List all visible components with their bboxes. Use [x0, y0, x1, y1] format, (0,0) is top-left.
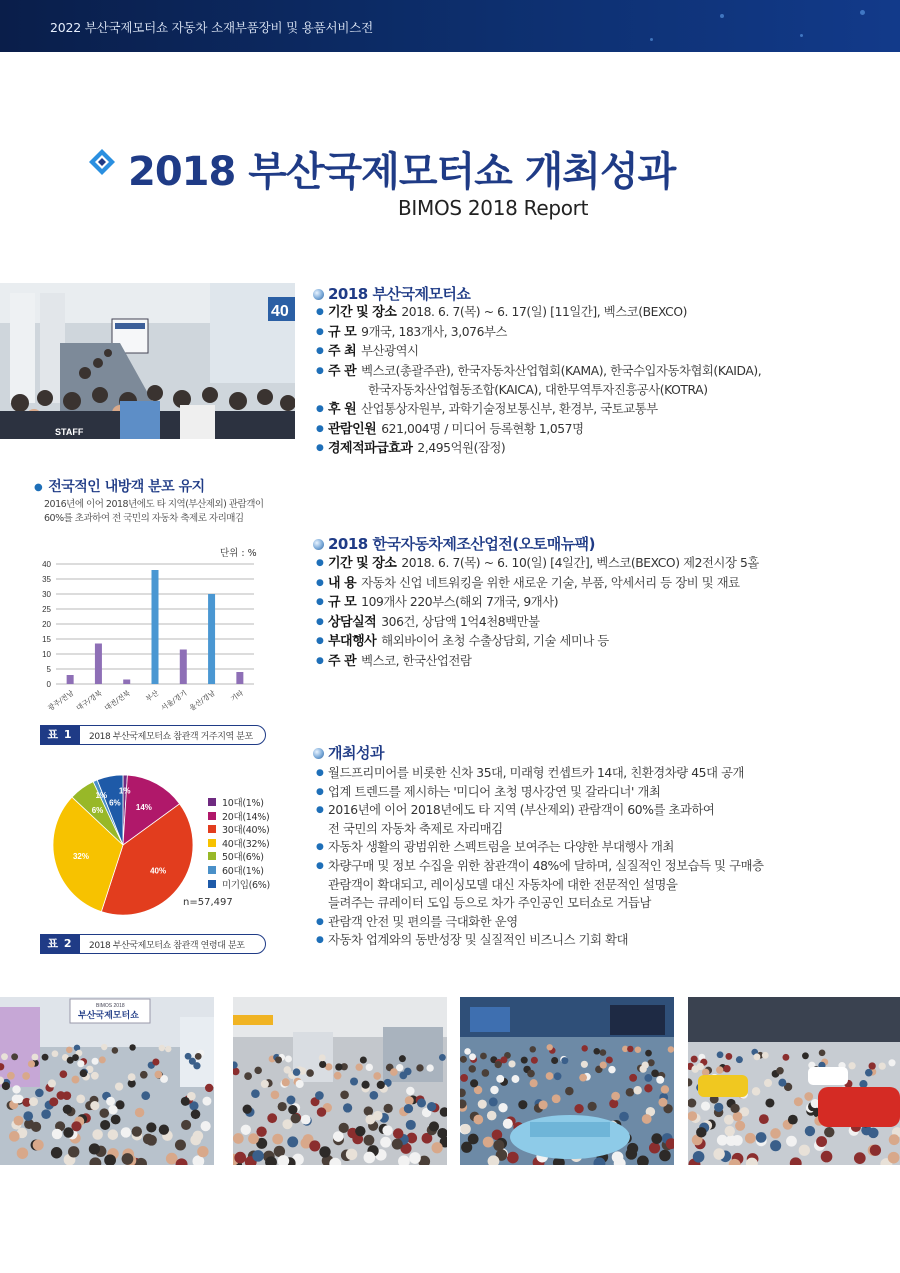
- table-caption-1: [40, 725, 266, 745]
- x-tick-label: 서울/경기: [159, 689, 189, 713]
- region-bar-chart: [30, 556, 260, 726]
- caption-label: 표 2: [40, 934, 80, 954]
- caption-text: 2018 부산국제모터쇼 참관객 거주지역 분포: [89, 732, 253, 742]
- booth-crowd-photo: [233, 997, 447, 1165]
- legend-swatch: [208, 798, 216, 806]
- section-bullet-icon: [313, 748, 324, 759]
- bar: [152, 570, 159, 684]
- pie-slice-label: 6%: [109, 798, 121, 808]
- section1-heading: 2018 부산국제모터쇼: [313, 283, 470, 304]
- bar: [236, 672, 243, 684]
- x-tick-label: 대구/경북: [74, 689, 104, 713]
- list-item: ● 2016년에 이어 2018년에도 타 지역 (부산제외) 관람객이 60%를 초과하여: [316, 801, 764, 820]
- legend-swatch: [208, 825, 216, 833]
- section2-list: [316, 554, 759, 672]
- x-tick-label: 광주/전남: [46, 689, 76, 713]
- legend-item: [208, 824, 270, 838]
- y-tick-label: 10: [42, 650, 51, 659]
- list-item: ● 내 용 자동차 신업 네트워킹을 위한 새로운 기술, 부품, 악세서리 등 장비 및 재료: [316, 574, 759, 594]
- legend-label: 20대(14%): [222, 811, 270, 823]
- section-bullet-icon: [313, 289, 324, 300]
- list-item: ● 업계 트렌드를 제시하는 '미디어 초청 명사강연 및 갈라디너' 개최: [316, 783, 764, 802]
- page-subtitle: BIMOS 2018 Report: [398, 196, 589, 220]
- list-item: ● 월드프리미어를 비롯한 신차 35대, 미래형 컨셉트카 14대, 친환경차량 45대 공개: [316, 764, 764, 783]
- diamond-icon: [88, 148, 116, 176]
- legend-item: [208, 879, 270, 893]
- caption-text: 2018 부산국제모터쇼 참관객 연령대 분포: [89, 941, 245, 951]
- bar: [67, 675, 74, 684]
- list-item: ● 주 관 벡스코(총괄주관), 한국자동차산업협회(KAMA), 한국수입자동차협회(KAIDA),: [316, 362, 761, 382]
- y-tick-label: 20: [42, 620, 51, 629]
- list-item: ● 경제적파급효과 2,495억원(잠정): [316, 439, 761, 459]
- list-item: ● 기간 및 장소 2018. 6. 7(목) ~ 6. 10(일) [4일간], 벡스코(BEXCO) 제2전시장 5홀: [316, 554, 759, 574]
- legend-label: 60대(1%): [222, 865, 264, 877]
- staff-label: STAFF: [55, 427, 84, 437]
- list-item: ● 관람객 안전 및 편의를 극대화한 운영: [316, 913, 764, 932]
- caption-label: 표 1: [40, 725, 80, 745]
- x-tick-label: 부산: [144, 689, 161, 704]
- page-title: 2018 부산국제모터쇼 개최성과: [128, 149, 676, 195]
- chart-unit-label: 단위 : %: [220, 548, 257, 559]
- x-tick-label: 울산/경남: [188, 689, 217, 713]
- bar: [208, 594, 215, 684]
- legend-label: 10대(1%): [222, 798, 264, 809]
- pie-slice-label: 1%: [95, 790, 108, 800]
- y-tick-label: 0: [46, 680, 51, 689]
- list-item: ● 규 모 109개사 220부스(해외 7개국, 9개사): [316, 593, 759, 613]
- car-crowd-photo: [688, 997, 900, 1165]
- pie-sample-size: n=57,497: [183, 897, 233, 908]
- section1-list: [316, 303, 761, 459]
- header-text: 2022 부산국제모터쇼 자동차 소재부품장비 및 용품서비스전: [50, 20, 374, 35]
- legend-swatch: [208, 852, 216, 860]
- y-tick-label: 30: [42, 590, 51, 599]
- pie-slice-label: 14%: [135, 802, 152, 812]
- y-tick-label: 15: [42, 635, 51, 644]
- banner-text: 부산국제모터쇼: [78, 1011, 139, 1021]
- list-item: ● 규 모 9개국, 183개사, 3,076부스: [316, 323, 761, 343]
- left-description: 2016년에 이어 2018년에도 타 지역(부산제외) 관람객이 60%를 초과하여 전 국민의 자동차 축제로 자리매김: [44, 499, 264, 524]
- list-item-continued: 들려주는 큐레이터 도입 등으로 차가 주인공인 모터쇼로 거듭남: [328, 896, 652, 911]
- left-heading: ● 전국적인 내방객 분포 유지: [34, 479, 205, 495]
- legend-label: 30대(40%): [222, 825, 270, 837]
- y-tick-label: 40: [42, 560, 51, 569]
- section3-heading: 개최성과: [313, 742, 384, 763]
- section-bullet-icon: [313, 539, 324, 550]
- list-item: ● 주 최 부산광역시: [316, 342, 761, 362]
- legend-swatch: [208, 839, 216, 847]
- list-item-continued: 한국자동차산업협동조합(KAICA), 대한무역투자진흥공사(KOTRA): [368, 383, 708, 398]
- bar: [123, 680, 130, 685]
- list-item: ● 부대행사 해외바이어 초청 수출상담회, 기술 세미나 등: [316, 632, 759, 652]
- bar: [95, 644, 102, 685]
- y-tick-label: 35: [42, 575, 51, 584]
- legend-item: [208, 797, 270, 811]
- legend-swatch: [208, 880, 216, 888]
- y-tick-label: 25: [42, 605, 51, 614]
- list-item-continued: 전 국민의 자동차 축제로 자리매김: [328, 821, 503, 836]
- legend-label: 50대(6%): [222, 852, 264, 864]
- pie-legend: [208, 797, 270, 892]
- legend-item: [208, 865, 270, 879]
- pie-slice-label: 32%: [72, 851, 89, 861]
- legend-item: [208, 811, 270, 825]
- list-item: ● 자동차 업계와의 동반성장 및 실질적인 비즈니스 기회 확대: [316, 931, 764, 950]
- pie-slice-label: 40%: [150, 866, 167, 876]
- sign-number: 40: [271, 303, 289, 320]
- header-bar: [0, 0, 900, 52]
- age-pie-chart: [48, 770, 198, 920]
- legend-swatch: [208, 866, 216, 874]
- section3-list: [316, 764, 764, 950]
- list-item: ● 기간 및 장소 2018. 6. 7(목) ~ 6. 17(일) [11일간], 벡스코(BEXCO): [316, 303, 761, 323]
- hall-crowd-photo: [0, 997, 214, 1165]
- banner-small-text: BIMOS 2018: [96, 1003, 125, 1009]
- y-tick-label: 5: [46, 665, 51, 674]
- list-item-continued: 관람객이 확대되고, 레이싱모델 대신 자동차에 대한 전문적인 설명을: [328, 877, 678, 892]
- bar: [180, 650, 187, 685]
- car-display-photo: [460, 997, 674, 1165]
- pie-slice-label: 1%: [118, 786, 131, 796]
- legend-item: [208, 838, 270, 852]
- pie-slice-label: 6%: [91, 805, 104, 815]
- legend-item: [208, 851, 270, 865]
- legend-swatch: [208, 812, 216, 820]
- legend-label: 40대(32%): [222, 838, 270, 850]
- legend-label: 미기입(6%): [222, 879, 270, 891]
- list-item: ● 상담실적 306건, 상담액 1억4천8백만불: [316, 613, 759, 633]
- list-item: ● 주 관 벡스코, 한국산업전람: [316, 652, 759, 672]
- list-item: ● 차량구매 및 정보 수집을 위한 참관객이 48%에 달하며, 실질적인 정보습득 및 구매층: [316, 857, 764, 876]
- exhibition-crowd-photo: [0, 283, 295, 439]
- list-item: ● 후 원 산업통상자원부, 과학기술정보통신부, 환경부, 국토교통부: [316, 400, 761, 420]
- x-tick-label: 기타: [229, 689, 246, 704]
- table-caption-2: [40, 934, 266, 954]
- list-item: ● 자동차 생활의 광범위한 스펙트럼을 보여주는 다양한 부대행사 개최: [316, 838, 764, 857]
- x-tick-label: 대전/전북: [103, 689, 132, 713]
- list-item: ● 관람인원 621,004명 / 미디어 등록현황 1,057명: [316, 420, 761, 440]
- section2-heading: 2018 한국자동차제조산업전(오토매뉴팩): [313, 533, 595, 554]
